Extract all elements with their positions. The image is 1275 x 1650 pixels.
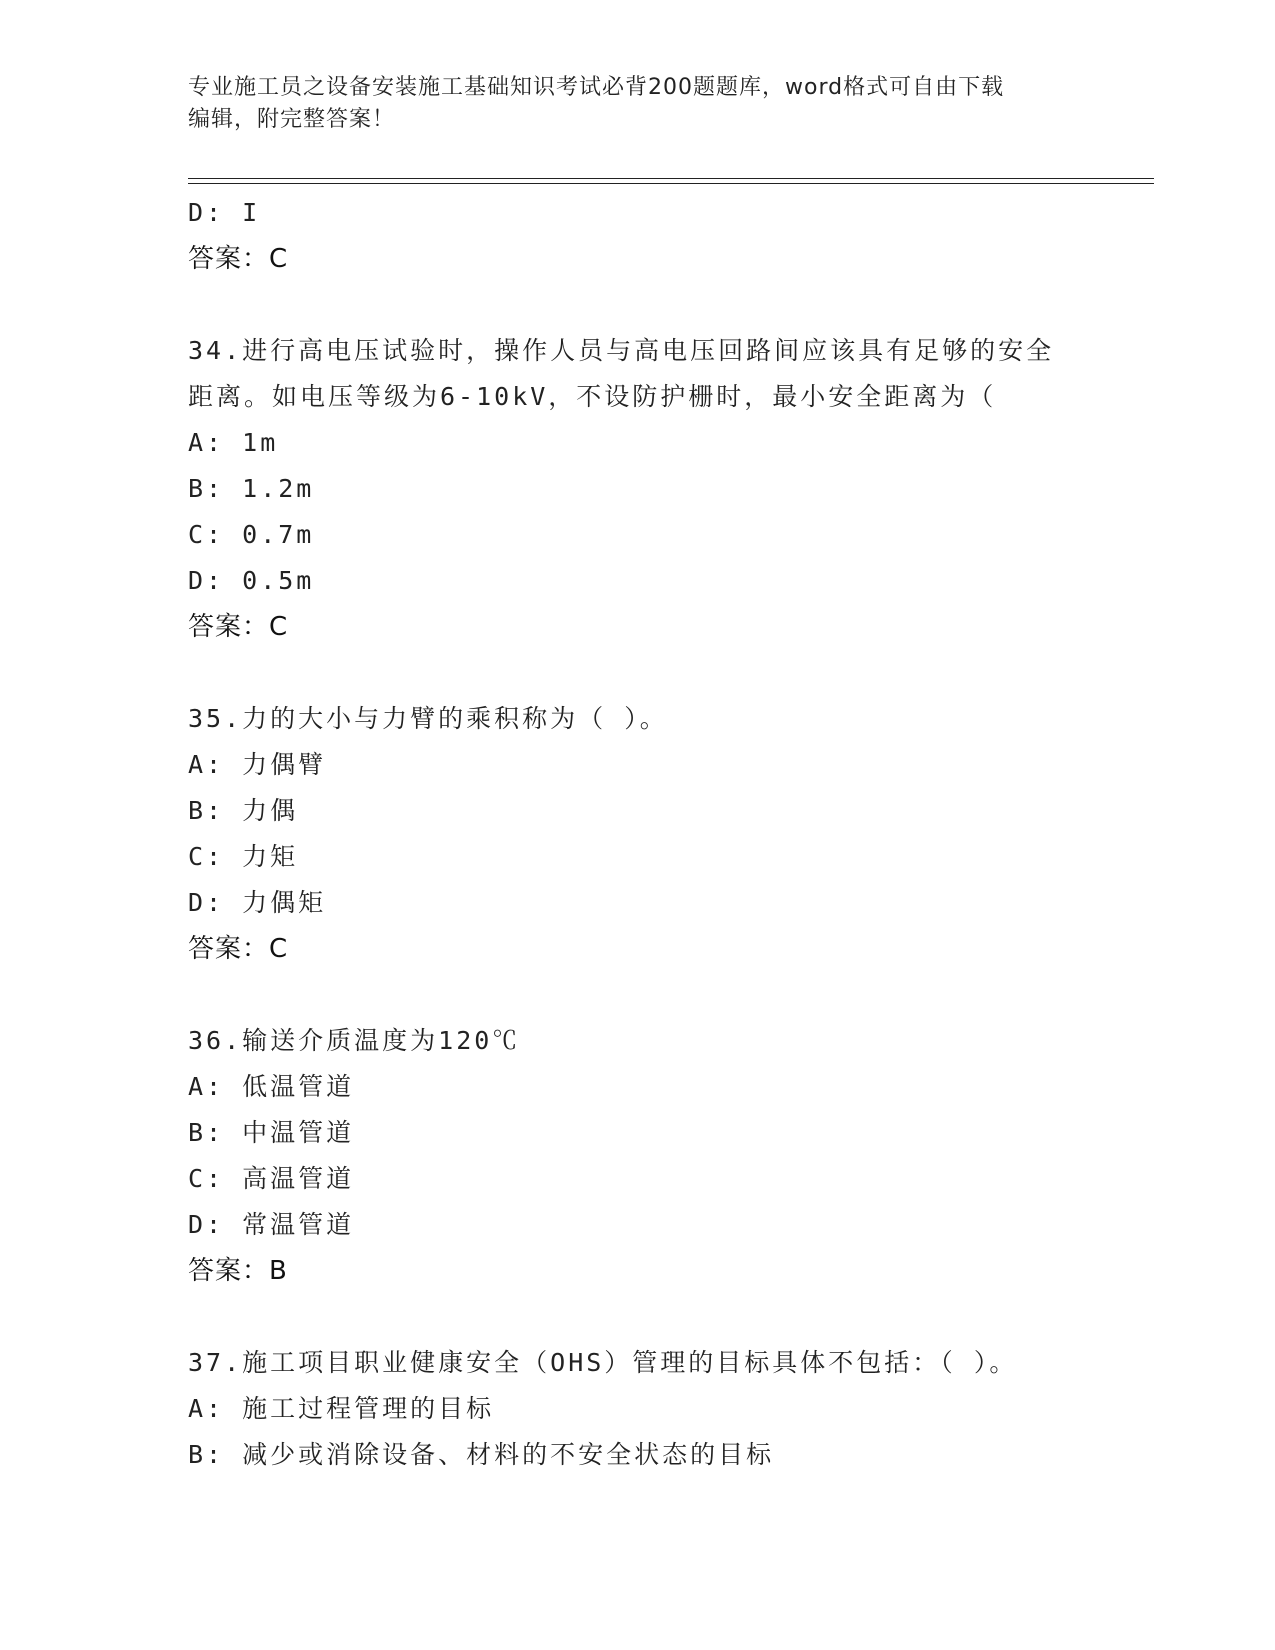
answer-line: 答案：C [188,244,289,274]
header-rule-bottom [188,183,1154,184]
option-b: B: 1.2m [188,474,315,503]
question-33-tail [188,190,1088,282]
option-b: B: 力偶 [188,796,299,825]
option-c: C: 力矩 [188,842,299,871]
question-stem: 34.进行高电压试验时，操作人员与高电压回路间应该具有足够的安全 [188,336,1055,365]
question-stem-continued: 距离。如电压等级为6-10kV，不设防护栅时，最小安全距离为（ [188,382,997,411]
header-line-2: 编辑，附完整答案！ [188,107,396,132]
question-37 [188,1340,1088,1478]
option-d: D: 0.5m [188,566,315,595]
option-b: B: 减少或消除设备、材料的不安全状态的目标 [188,1440,775,1469]
answer-line: 答案：C [188,612,289,642]
question-34 [188,328,1088,650]
question-stem: 36.输送介质温度为120℃ [188,1026,521,1055]
option-d: D: I [188,198,261,227]
question-spacer [188,972,1088,1018]
page-header [188,72,1088,136]
option-a: A: 施工过程管理的目标 [188,1394,495,1423]
option-a: A: 力偶臂 [188,750,327,779]
option-c: C: 0.7m [188,520,315,549]
answer-line: 答案：C [188,934,289,964]
question-stem: 37.施工项目职业健康安全（OHS）管理的目标具体不包括：（ ）。 [188,1348,1018,1377]
header-rule-top [188,178,1154,179]
answer-line: 答案：B [188,1256,288,1286]
question-35 [188,696,1088,972]
option-a: A: 低温管道 [188,1072,355,1101]
question-spacer [188,282,1088,328]
option-b: B: 中温管道 [188,1118,355,1147]
option-c: C: 高温管道 [188,1164,355,1193]
question-stem: 35.力的大小与力臂的乘积称为（ ）。 [188,704,668,733]
question-list [188,190,1088,1478]
option-d: D: 常温管道 [188,1210,355,1239]
option-a: A: 1m [188,428,279,457]
question-spacer [188,1294,1088,1340]
question-36 [188,1018,1088,1294]
header-line-1: 专业施工员之设备安装施工基础知识考试必背200题题库，word格式可自由下载 [188,75,1005,100]
option-d: D: 力偶矩 [188,888,327,917]
question-spacer [188,650,1088,696]
